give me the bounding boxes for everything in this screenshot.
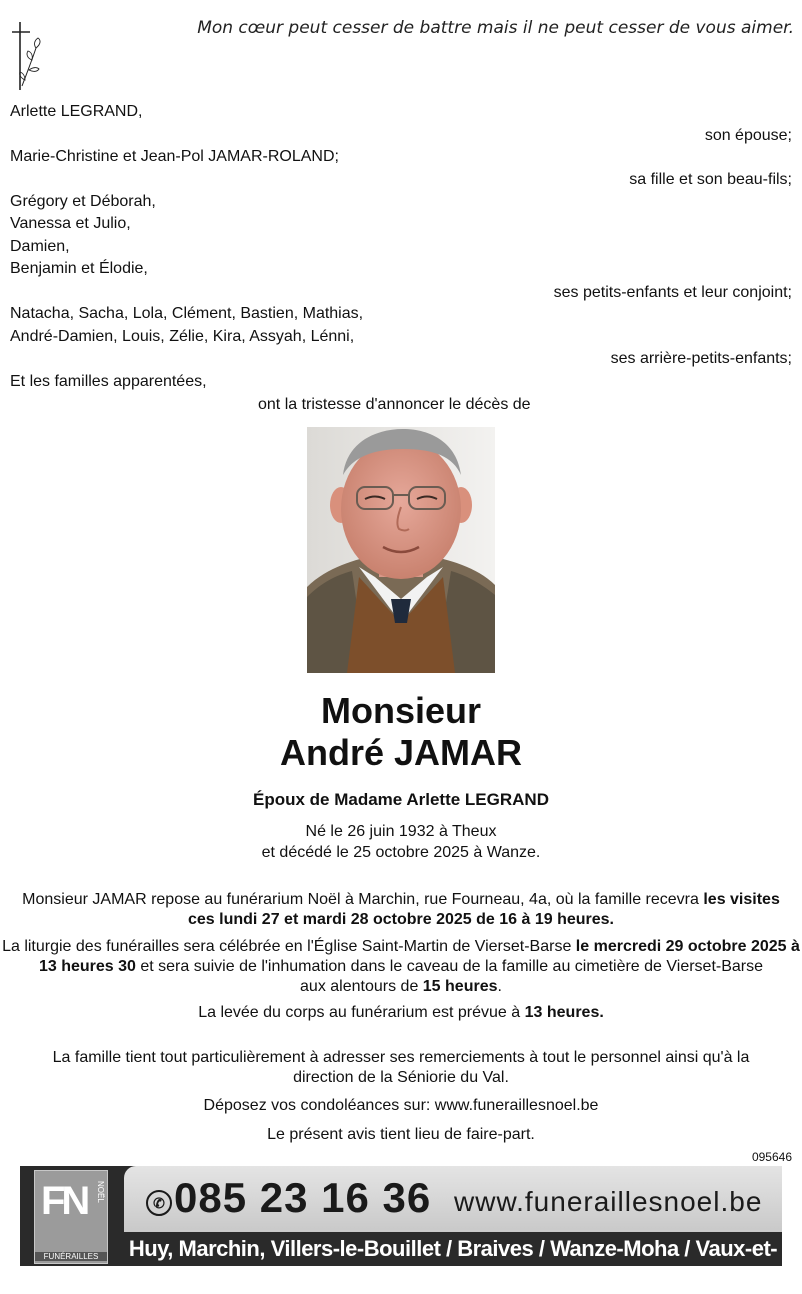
thanks-line-2: direction de la Séniorie du Val.: [293, 1069, 509, 1086]
visitation-text: Monsieur JAMAR repose au funérarium Noël à Marchin, rue Fourneau, 4a, où la famille recevra: [22, 891, 704, 908]
website-link[interactable]: www.funeraillesnoel.be: [454, 1186, 763, 1217]
liturgy-burial-text: et sera suivie de l'inhumation dans le caveau de la famille au cimetière de Vierset-Barse: [135, 958, 764, 975]
deceased-name: André JAMAR: [279, 732, 522, 773]
portrait-photo: [307, 427, 495, 673]
logo-side-text: NOËL: [96, 1181, 105, 1203]
levee-time: 13 heures.: [524, 1004, 604, 1021]
funeral-home-banner: [20, 1166, 782, 1291]
family-line: Arlette LEGRAND,: [10, 103, 143, 120]
family-line: Vanessa et Julio,: [10, 215, 131, 232]
visitation-emphasis: les visites: [703, 891, 780, 908]
family-line: Et les familles apparentées,: [10, 373, 207, 390]
reference-number: 095646: [751, 1150, 792, 1164]
visitation-paragraph: [0, 890, 802, 930]
family-line: Marie-Christine et Jean-Pol JAMAR-ROLAND;: [10, 148, 339, 165]
levee-text: La levée du corps au funérarium est prévue à: [198, 1004, 525, 1021]
burial-time: 15 heures: [422, 978, 498, 995]
family-line: Benjamin et Élodie,: [10, 260, 148, 277]
phone-icon: ✆: [146, 1190, 172, 1216]
liturgy-time: 13 heures 30: [38, 958, 136, 975]
memorial-quote: Mon cœur peut cesser de battre mais il ne peut cesser de vous aimer.: [197, 18, 794, 38]
condolences-line: Déposez vos condoléances sur: www.funeraillesnoel.be: [203, 1097, 599, 1114]
family-line: ses arrière-petits-enfants;: [610, 350, 792, 367]
funeral-home-logo: [34, 1170, 108, 1264]
liturgy-around-text: aux alentours de: [300, 978, 423, 995]
liturgy-period: .: [497, 978, 502, 995]
logo-letters: FN: [41, 1179, 87, 1223]
phone-number[interactable]: 085 23 16 36: [174, 1174, 432, 1221]
thanks-line-1: La famille tient tout particulièrement à adresser ses remerciements à tout le personnel ainsi qu'à la: [52, 1049, 750, 1066]
liturgy-date: le mercredi 29 octobre 2025 à: [575, 938, 800, 955]
family-line: ses petits-enfants et leur conjoint;: [553, 284, 792, 301]
family-line: Grégory et Déborah,: [10, 193, 156, 210]
liturgy-text: La liturgie des funérailles sera célébrée en l'Église Saint-Martin de Vierset-Barse: [2, 938, 576, 955]
family-line: Natacha, Sacha, Lola, Clément, Bastien, Mathias,: [10, 305, 364, 322]
spouse-line: Époux de Madame Arlette LEGRAND: [253, 790, 549, 809]
levee-paragraph: [0, 1003, 802, 1023]
cross-icon: [10, 20, 44, 92]
family-line: son épouse;: [704, 127, 792, 144]
logo-bottom-text: FUNÉRAILLES: [35, 1252, 107, 1261]
locations-line: Huy, Marchin, Villers-le-Bouillet / Braives / Wanze-Moha / Vaux-et-Borset: [128, 1236, 778, 1291]
liturgy-paragraph: [0, 937, 802, 997]
deceased-title: Monsieur: [320, 690, 481, 731]
notice-line: Le présent avis tient lieu de faire-part.: [267, 1126, 535, 1143]
visitation-dates: ces lundi 27 et mardi 28 octobre 2025 de 16 à 19 heures.: [188, 911, 614, 928]
family-line: sa fille et son beau-fils;: [629, 171, 792, 188]
death-line: et décédé le 25 octobre 2025 à Wanze.: [261, 844, 541, 861]
contact-panel: [124, 1166, 782, 1232]
announcement-text: ont la tristesse d'annoncer le décès de: [258, 396, 531, 413]
family-line: André-Damien, Louis, Zélie, Kira, Assyah, Lénni,: [10, 328, 355, 345]
family-line: Damien,: [10, 238, 70, 255]
birth-line: Né le 26 juin 1932 à Theux: [305, 823, 497, 840]
